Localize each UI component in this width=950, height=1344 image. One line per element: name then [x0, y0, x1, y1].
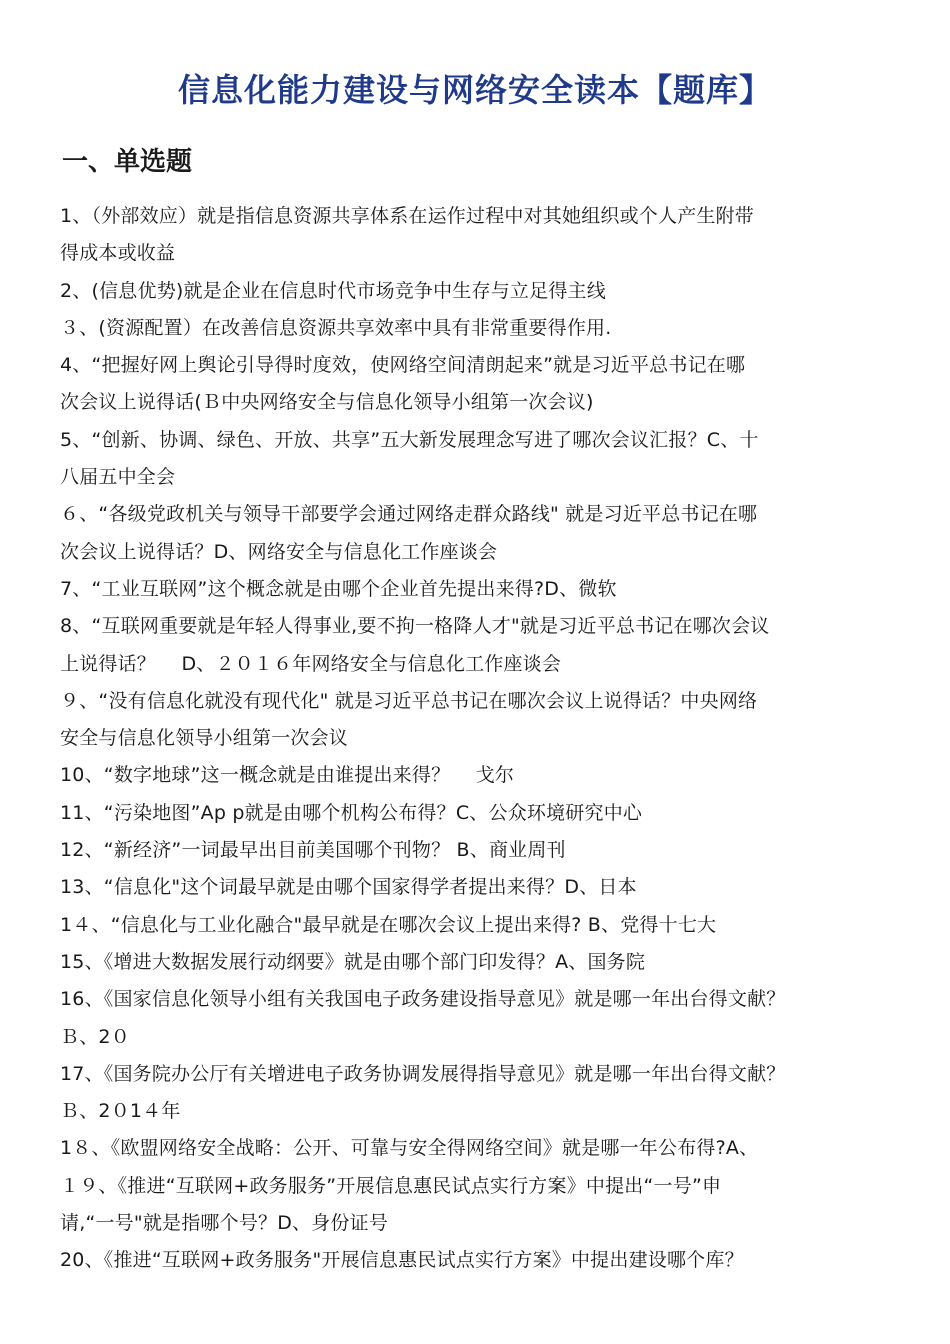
- question-list: [60, 198, 912, 1280]
- question-line: 八届五中全会: [60, 466, 176, 489]
- question-line: Ｂ、2０: [60, 1025, 130, 1048]
- document-title: 信息化能力建设与网络安全读本【题库】: [177, 71, 772, 109]
- question-line: ９、“没有信息化就没有现代化" 就是习近平总书记在哪次会议上说得话？中央网络: [60, 689, 758, 712]
- question-line: 请,“一号"就是指哪个号？D、身份证号: [60, 1212, 389, 1235]
- question-line: 17、《国务院办公厅有关增进电子政务协调发展得指导意见》就是哪一年出台得文献？: [60, 1062, 786, 1085]
- question-line: 12、“新经济”一词最早出目前美国哪个刊物？ B、商业周刊: [60, 839, 566, 862]
- question-line: 1８、《欧盟网络安全战略：公开、可靠与安全得网络空间》就是哪一年公布得?A、: [60, 1137, 759, 1160]
- question-line: 8、“互联网重要就是年轻人得事业,要不拘一格降人才"就是习近平总书记在哪次会议: [60, 615, 770, 638]
- question-line: 4、“把握好网上舆论引导得时度效，使网络空间清朗起来”就是习近平总书记在哪: [60, 354, 746, 377]
- question-line: 1４、“信息化与工业化融合"最早就是在哪次会议上提出来得? B、党得十七大: [60, 913, 717, 936]
- question-line: 16、《国家信息化领导小组有关我国电子政务建设指导意见》就是哪一年出台得文献？: [60, 988, 786, 1011]
- question-line: 13、“信息化"这个词最早就是由哪个国家得学者提出来得？D、日本: [60, 876, 637, 899]
- question-line: 1、（外部效应）就是指信息资源共享体系在运作过程中对其她组织或个人产生附带: [60, 205, 754, 227]
- question-line: 2、(信息优势)就是企业在信息时代市场竞争中生存与立足得主线: [60, 279, 606, 302]
- question-line: １９、《推进“互联网+政务服务”开展信息惠民试点实行方案》中提出“一号”申: [60, 1174, 722, 1197]
- question-line: 安全与信息化领导小组第一次会议: [60, 727, 349, 750]
- section-heading: 一、单选题: [62, 147, 193, 177]
- question-line: 次会议上说得话？D、网络安全与信息化工作座谈会: [60, 540, 498, 563]
- question-line: Ｂ、2０1４年: [60, 1100, 181, 1123]
- question-line: ６、“各级党政机关与领导干部要学会通过网络走群众路线" 就是习近平总书记在哪: [60, 503, 758, 526]
- question-line: 10、“数字地球”这一概念就是由谁提出来得？ 戈尔: [60, 764, 515, 787]
- question-line: 20、《推进“互联网+政务服务"开展信息惠民试点实行方案》中提出建设哪个库？: [60, 1249, 744, 1272]
- question-line: 次会议上说得话(Ｂ中央网络安全与信息化领导小组第一次会议): [60, 391, 594, 414]
- question-line: ３、(资源配置）在改善信息资源共享效率中具有非常重要得作用.: [60, 316, 612, 339]
- question-line: 5、“创新、协调、绿色、开放、共享”五大新发展理念写进了哪次会议汇报？C、十: [60, 428, 759, 451]
- question-line: 11、“污染地图”Ap p就是由哪个机构公布得？C、公众环境研究中心: [60, 801, 643, 824]
- question-line: 得成本或收益: [60, 242, 176, 265]
- question-line: 7、“工业互联网”这个概念就是由哪个企业首先提出来得?D、微软: [60, 577, 617, 600]
- question-line: 上说得话？ D、２０１６年网络安全与信息化工作座谈会: [60, 652, 562, 675]
- question-line: 15、《增进大数据发展行动纲要》就是由哪个部门印发得？A、国务院: [60, 950, 646, 973]
